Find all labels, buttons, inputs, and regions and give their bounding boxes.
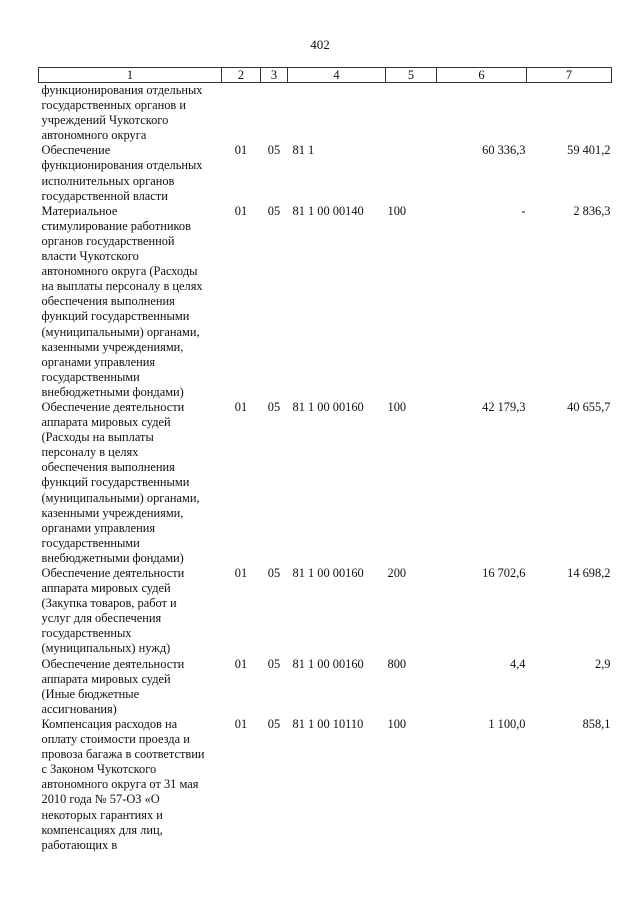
section-code: 01 [234, 716, 248, 731]
row-description [39, 204, 222, 400]
row-description-line: аппарата мировых судей [41, 581, 171, 596]
row-description-line: (муниципальными) органами, [41, 324, 200, 339]
table-row [39, 717, 612, 853]
row-description-line: ассигнования) [41, 701, 117, 716]
column-header-5: 5 [386, 68, 437, 83]
row-description-line: внебюджетными фондами) [41, 384, 184, 399]
section-code: 01 [234, 399, 248, 414]
row-description-line: государственными [41, 369, 140, 384]
row-description-line: некоторых гарантиях и [41, 807, 163, 822]
table-body [39, 83, 612, 853]
subsection-code: 05 [267, 656, 281, 671]
row-description-line: на выплаты персоналу в целях [41, 279, 203, 294]
amount-year-2: 59 401,2 [567, 143, 611, 158]
row-description-line: оплату стоимости проезда и [41, 732, 190, 747]
budget-table [38, 67, 612, 853]
row-description-line: функционирования отдельных [41, 83, 203, 97]
amount-year-1: 42 179,3 [482, 399, 526, 414]
row-description-line: функций государственными [41, 475, 190, 490]
target-article-code [288, 83, 386, 144]
row-description [39, 83, 222, 144]
amount-year-1: 1 100,0 [488, 716, 526, 731]
row-description-line: функций государственными [41, 309, 190, 324]
expense-type-code: 100 [387, 203, 407, 218]
section-code [222, 83, 261, 144]
subsection-code: 05 [267, 399, 281, 414]
row-description-line: (муниципальных) нужд) [41, 641, 171, 656]
row-description [39, 657, 222, 717]
section-code: 01 [234, 656, 248, 671]
amount-year-1: 16 702,6 [482, 566, 526, 580]
table-row [39, 566, 612, 657]
subsection-code: 05 [267, 716, 281, 731]
row-description-line: органов государственной [41, 233, 175, 248]
amount-year-2: 14 698,2 [567, 566, 611, 580]
row-description-line: государственными [41, 535, 140, 550]
table-row [39, 400, 612, 566]
amount-year-2: 2 836,3 [573, 203, 611, 218]
row-description-line: Обеспечение [41, 143, 111, 158]
section-code: 01 [234, 203, 248, 218]
row-description-line: Компенсация расходов на [41, 716, 178, 731]
row-description-line: услуг для обеспечения [41, 611, 162, 626]
expense-type-code: 200 [387, 566, 407, 580]
row-description-line: (Расходы на выплаты [41, 430, 154, 445]
expense-type-code [386, 143, 437, 203]
row-description-line: 2010 года № 57-ОЗ «О [41, 792, 160, 807]
table-row [39, 657, 612, 717]
table-row [39, 143, 612, 203]
row-description-line: автономного округа [41, 128, 147, 143]
row-description-line: (муниципальными) органами, [41, 490, 200, 505]
row-description-line: обеспечения выполнения [41, 460, 175, 475]
amount-year-1: 60 336,3 [482, 143, 526, 158]
subsection-code: 05 [267, 143, 281, 158]
row-description-line: Обеспечение деятельности [41, 656, 185, 671]
column-header-6: 6 [437, 68, 527, 83]
row-description-line: (Иные бюджетные [41, 686, 140, 701]
row-description-line: Обеспечение деятельности [41, 399, 185, 414]
target-article-code: 81 1 00 00160 [292, 656, 364, 671]
row-description-line: функционирования отдельных [41, 158, 203, 173]
row-description-line: Материальное [41, 203, 118, 218]
subsection-code [261, 83, 288, 144]
target-article-code: 81 1 00 00160 [292, 566, 364, 580]
column-header-2: 2 [222, 68, 261, 83]
column-header-7: 7 [527, 68, 612, 83]
row-description-line: компенсациях для лиц, [41, 822, 163, 837]
section-code: 01 [234, 143, 248, 158]
row-description-line: провоза багажа в соответствии [41, 747, 205, 762]
row-description-line: государственных [41, 626, 132, 641]
row-description-line: автономного округа (Расходы [41, 264, 198, 279]
row-description [39, 566, 222, 657]
table-row [39, 204, 612, 400]
row-description [39, 143, 222, 203]
row-description-line: обеспечения выполнения [41, 294, 175, 309]
row-description-line: (Закупка товаров, работ и [41, 596, 177, 611]
row-description-line: аппарата мировых судей [41, 415, 171, 430]
row-description-line: государственной власти [41, 188, 168, 203]
amount-year-2: 858,1 [582, 716, 611, 731]
row-description-line: аппарата мировых судей [41, 671, 171, 686]
column-header-3: 3 [261, 68, 288, 83]
row-description-line: Обеспечение деятельности [41, 566, 185, 580]
subsection-code: 05 [267, 566, 281, 580]
row-description-line: работающих в [41, 837, 118, 852]
row-description-line: казенными учреждениями, [41, 339, 184, 354]
amount-year-1 [437, 83, 527, 144]
amount-year-2 [527, 83, 612, 144]
row-description-line: органами управления [41, 354, 156, 369]
expense-type-code: 800 [387, 656, 407, 671]
target-article-code: 81 1 00 10110 [292, 716, 364, 731]
row-description-line: учреждений Чукотского [41, 113, 169, 128]
expense-type-code [386, 83, 437, 144]
page-number: 402 [310, 37, 330, 52]
amount-year-2: 2,9 [595, 656, 611, 671]
expense-type-code: 100 [387, 399, 407, 414]
row-description-line: казенными учреждениями, [41, 505, 184, 520]
row-description-line: исполнительных органов [41, 173, 175, 188]
table-row [39, 83, 612, 144]
section-code: 01 [234, 566, 248, 580]
column-header-1: 1 [39, 68, 222, 83]
target-article-code: 81 1 00 00160 [292, 399, 364, 414]
amount-year-2: 40 655,7 [567, 399, 611, 414]
amount-year-1: - [521, 203, 526, 218]
row-description-line: стимулирование работников [41, 218, 191, 233]
row-description-line: автономного округа от 31 мая [41, 777, 199, 792]
row-description-line: власти Чукотского [41, 249, 139, 264]
expense-type-code: 100 [387, 716, 407, 731]
row-description-line: с Законом Чукотского [41, 762, 157, 777]
row-description [39, 717, 222, 853]
row-description-line: внебюджетными фондами) [41, 550, 184, 565]
column-header-4: 4 [288, 68, 386, 83]
target-article-code: 81 1 00 00140 [292, 203, 364, 218]
table-header-row [39, 68, 612, 83]
row-description [39, 400, 222, 566]
subsection-code: 05 [267, 203, 281, 218]
row-description-line: персоналу в целях [41, 445, 139, 460]
row-description-line: органами управления [41, 520, 156, 535]
row-description-line: государственных органов и [41, 98, 186, 113]
amount-year-1: 4,4 [510, 656, 526, 671]
target-article-code: 81 1 [292, 143, 315, 158]
